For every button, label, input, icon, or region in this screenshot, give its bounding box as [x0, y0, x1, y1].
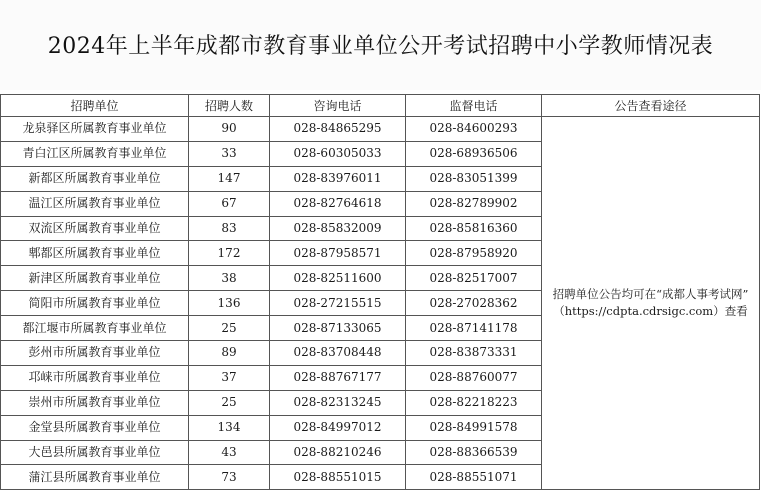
cell-supervise-phone: 028-88760077	[406, 365, 542, 390]
cell-count: 25	[189, 390, 270, 415]
table-row	[1, 117, 760, 142]
cell-count: 172	[189, 241, 270, 266]
cell-consult-phone: 028-84865295	[270, 117, 406, 142]
cell-unit: 彭州市所属教育事业单位	[1, 341, 189, 366]
notice-url: （https://cdpta.cdrsigc.com）查看	[553, 304, 748, 319]
cell-unit: 简阳市所属教育事业单位	[1, 291, 189, 316]
cell-unit: 郫都区所属教育事业单位	[1, 241, 189, 266]
cell-consult-phone: 028-85832009	[270, 216, 406, 241]
cell-notice-channel	[542, 117, 760, 490]
cell-count: 38	[189, 266, 270, 291]
header-consult-phone: 咨询电话	[270, 95, 406, 117]
cell-consult-phone: 028-82511600	[270, 266, 406, 291]
cell-unit: 都江堰市所属教育事业单位	[1, 316, 189, 341]
cell-unit: 新都区所属教育事业单位	[1, 166, 189, 191]
cell-count: 136	[189, 291, 270, 316]
cell-unit: 邛崃市所属教育事业单位	[1, 365, 189, 390]
page-title: 2024年上半年成都市教育事业单位公开考试招聘中小学教师情况表	[47, 33, 714, 59]
cell-count: 134	[189, 415, 270, 440]
header-count: 招聘人数	[189, 95, 270, 117]
cell-unit: 温江区所属教育事业单位	[1, 191, 189, 216]
cell-consult-phone: 028-84997012	[270, 415, 406, 440]
cell-supervise-phone: 028-88366539	[406, 440, 542, 465]
cell-unit: 蒲江县所属教育事业单位	[1, 465, 189, 490]
cell-consult-phone: 028-87958571	[270, 241, 406, 266]
cell-consult-phone: 028-83708448	[270, 341, 406, 366]
cell-supervise-phone: 028-83051399	[406, 166, 542, 191]
cell-supervise-phone: 028-85816360	[406, 216, 542, 241]
cell-count: 37	[189, 365, 270, 390]
header-notice-channel: 公告查看途径	[542, 95, 760, 117]
cell-supervise-phone: 028-87958920	[406, 241, 542, 266]
cell-count: 73	[189, 465, 270, 490]
cell-count: 90	[189, 117, 270, 142]
cell-consult-phone: 028-27215515	[270, 291, 406, 316]
recruitment-table	[0, 94, 760, 490]
cell-unit: 新津区所属教育事业单位	[1, 266, 189, 291]
cell-count: 33	[189, 141, 270, 166]
table-header-row	[1, 95, 760, 117]
cell-consult-phone: 028-83976011	[270, 166, 406, 191]
cell-supervise-phone: 028-27028362	[406, 291, 542, 316]
cell-supervise-phone: 028-88551071	[406, 465, 542, 490]
cell-consult-phone: 028-82313245	[270, 390, 406, 415]
cell-unit: 双流区所属教育事业单位	[1, 216, 189, 241]
cell-supervise-phone: 028-84991578	[406, 415, 542, 440]
cell-consult-phone: 028-88767177	[270, 365, 406, 390]
cell-supervise-phone: 028-84600293	[406, 117, 542, 142]
cell-supervise-phone: 028-83873331	[406, 341, 542, 366]
title-bar	[0, 0, 761, 90]
cell-consult-phone: 028-82764618	[270, 191, 406, 216]
cell-unit: 金堂县所属教育事业单位	[1, 415, 189, 440]
cell-supervise-phone: 028-82517007	[406, 266, 542, 291]
cell-supervise-phone: 028-82789902	[406, 191, 542, 216]
cell-count: 83	[189, 216, 270, 241]
cell-unit: 大邑县所属教育事业单位	[1, 440, 189, 465]
cell-supervise-phone: 028-87141178	[406, 316, 542, 341]
cell-count: 43	[189, 440, 270, 465]
table-container	[0, 94, 759, 490]
notice-text: 招聘单位公告均可在“成都人事考试网”	[552, 287, 749, 302]
header-supervise-phone: 监督电话	[406, 95, 542, 117]
cell-count: 67	[189, 191, 270, 216]
header-unit: 招聘单位	[1, 95, 189, 117]
cell-supervise-phone: 028-68936506	[406, 141, 542, 166]
cell-consult-phone: 028-60305033	[270, 141, 406, 166]
cell-unit: 崇州市所属教育事业单位	[1, 390, 189, 415]
cell-consult-phone: 028-87133065	[270, 316, 406, 341]
cell-consult-phone: 028-88210246	[270, 440, 406, 465]
cell-supervise-phone: 028-82218223	[406, 390, 542, 415]
cell-unit: 青白江区所属教育事业单位	[1, 141, 189, 166]
cell-unit: 龙泉驿区所属教育事业单位	[1, 117, 189, 142]
cell-count: 25	[189, 316, 270, 341]
cell-count: 89	[189, 341, 270, 366]
cell-count: 147	[189, 166, 270, 191]
cell-consult-phone: 028-88551015	[270, 465, 406, 490]
